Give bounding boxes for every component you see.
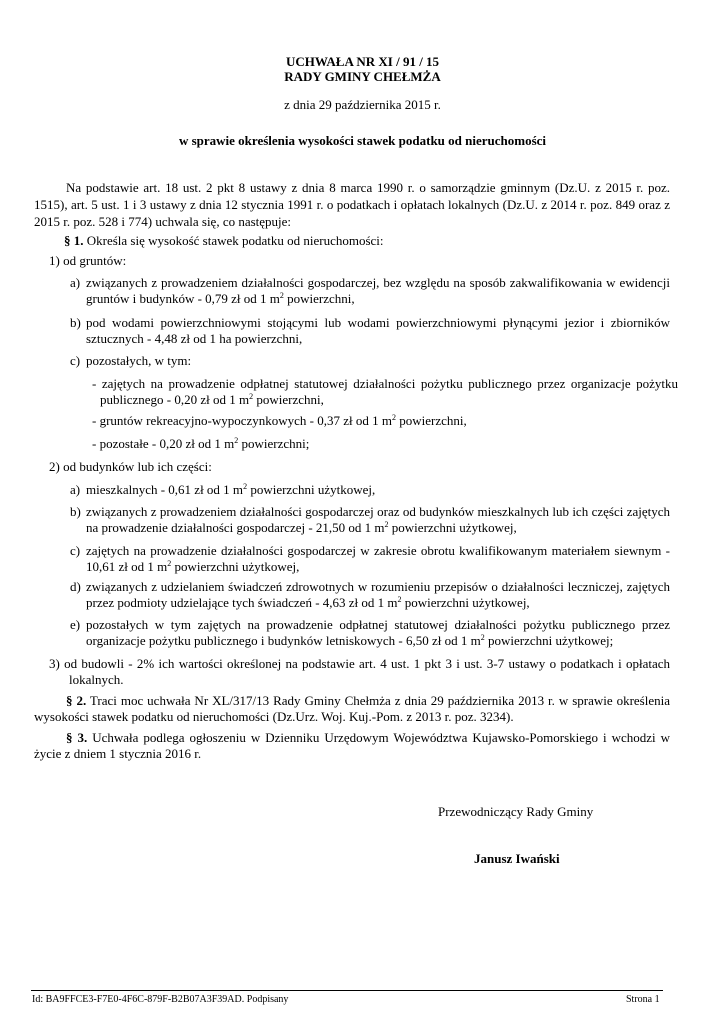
item-2c-mark: c) (70, 543, 81, 558)
signature-name: Janusz Iwański (474, 851, 560, 866)
paragraph-1 (64, 233, 384, 249)
paragraph-3-mark: § 3. (66, 730, 88, 745)
footer-page-number: Strona 1 (626, 994, 660, 1005)
resolution-subject: w sprawie określenia wysokości stawek podatku od nieruchomości (178, 133, 547, 148)
item-1c-2-sup: 2 (392, 413, 396, 422)
paragraph-3-text: Uchwała podlega ogłoszeniu w Dzienniku Urzędowym Województwa Kujawsko-Pomorskiego i wchodzi w życie z dniem 1 stycznia 2016 r. (34, 730, 670, 761)
item-1c-3-sup: 2 (234, 436, 239, 445)
item-1c-mark: c) (70, 353, 81, 368)
footer-rule (31, 990, 663, 991)
item-2c-tail: powierzchni użytkowej, (171, 559, 300, 574)
item-1-label: 1) od gruntów: (49, 253, 127, 268)
item-2d-tail: powierzchni użytkowej, (401, 595, 530, 610)
item-1c-3 (92, 436, 309, 452)
item-2e-text: pozostałych w tym zajętych na prowadzenie odpłatnej statutowej działalności pożytku publicznego przez organizacje pożytku publicznego i budynków letniskowych - 6,50 zł od 1 m (86, 617, 670, 648)
item-2c (86, 543, 670, 575)
signature-role: Przewodniczący Rady Gminy (438, 804, 594, 819)
item-1c-2-tail: powierzchni, (396, 413, 467, 428)
item-2a-mark: a) (70, 482, 81, 497)
paragraph-1-mark: § 1. (64, 233, 84, 248)
item-2e-tail: powierzchni użytkowej; (484, 633, 614, 648)
item-2c-sup: 2 (167, 559, 172, 568)
paragraph-2-mark: § 2. (66, 693, 87, 708)
item-2a-text: mieszkalnych - 0,61 zł od 1 m (86, 482, 244, 497)
item-1a-tail: powierzchni, (283, 291, 355, 306)
item-2b (86, 504, 670, 536)
item-1c-1-tail: powierzchni, (253, 392, 324, 407)
resolution-date: z dnia 29 października 2015 r. (284, 97, 441, 112)
item-1c-1-sup: 2 (249, 392, 254, 401)
item-2b-mark: b) (70, 504, 81, 519)
item-2a (86, 482, 375, 498)
item-1c-3-tail: powierzchni; (238, 436, 310, 451)
item-2c-text: zajętych na prowadzenie działalności gospodarczej w zakresie obrotu kwalifikowanym materiałem siewnym - 10,61 zł od 1 m (86, 543, 670, 574)
item-2d (86, 579, 670, 611)
item-2a-tail: powierzchni użytkowej, (247, 482, 376, 497)
item-2b-sup: 2 (384, 520, 389, 529)
item-1a-text: związanych z prowadzeniem działalności gospodarczej, bez względu na sposób zakwalifikowania w ewidencji gruntów i budynków - 0,79 zł od 1 m (86, 275, 670, 306)
paragraph-2 (34, 693, 670, 725)
item-2-label: 2) od budynków lub ich części: (49, 459, 212, 474)
item-2b-text: związanych z prowadzeniem działalności gospodarczej oraz od budynków mieszkalnych lub ich części zajętych na prowadzenie działalności gospodarczej - 21,50 od 1 m (86, 504, 670, 535)
paragraph-2-text: Traci moc uchwała Nr XL/317/13 Rady Gminy Chełmża z dnia 29 października 2013 r. w sprawie określenia wysokości stawek podatku od nieruchomości (Dz.Urz. Woj. Kuj.-Pom. z 2013 r. poz. 3234). (34, 693, 670, 724)
item-1b-mark: b) (70, 315, 81, 330)
item-2a-sup: 2 (243, 482, 248, 491)
preamble: Na podstawie art. 18 ust. 2 pkt 8 ustawy z dnia 8 marca 1990 r. o samorządzie gminnym (Dz.U. z 2015 r. poz. 1515), art. 5 ust. 1 i 3 ustawy z dnia 12 stycznia 1991 r. o podatkach i opłatach lokalnych (Dz.U. z 2014 r. poz. 849 oraz z 2015 r. poz. 528 i 774) uchwala się, co następuje: (34, 180, 670, 229)
item-3-text: 3) od budowli - 2% ich wartości określonej na podstawie art. 4 ust. 1 pkt 3 i ust. 3-7 ustawy o podatkach i opłatach lokalnych. (49, 656, 670, 687)
footer-id: Id: BA9FFCE3-F7E0-4F6C-879F-B2B07A3F39AD. Podpisany (32, 994, 289, 1005)
item-1c-2-text: - gruntów rekreacyjno-wypoczynkowych - 0,37 zł od 1 m (92, 413, 392, 428)
item-1c-3-text: - pozostałe - 0,20 zł od 1 m (92, 436, 235, 451)
item-1b-text: pod wodami powierzchniowymi stojącymi lub wodami powierzchniowymi płynącymi jezior i zbiorników sztucznych - 4,48 zł od 1 ha powierzchni, (86, 315, 670, 346)
item-2e-sup: 2 (480, 633, 485, 642)
item-1a (86, 275, 670, 307)
item-1a-mark: a) (70, 275, 81, 290)
council-name: RADY GMINY CHEŁMŻA (284, 69, 441, 84)
item-1c-text: pozostałych, w tym: (86, 353, 192, 368)
item-1c-1 (92, 376, 678, 408)
item-2e (86, 617, 670, 649)
item-1c-1-text: - zajętych na prowadzenie odpłatnej statutowej działalności pożytku publicznego przez organizacje pożytku publicznego - 0,20 zł od 1 m (92, 376, 678, 407)
item-2d-text: związanych z udzielaniem świadczeń zdrowotnych w rozumieniu przepisów o działalności leczniczej, zajętych przez podmioty udzielające tych świadczeń - 4,63 zł od 1 m (86, 579, 670, 610)
paragraph-1-text: Określa się wysokość stawek podatku od nieruchomości: (86, 233, 384, 248)
item-2d-sup: 2 (397, 595, 402, 604)
item-1c-2 (92, 413, 467, 429)
item-2d-mark: d) (70, 579, 81, 594)
item-2b-tail: powierzchni użytkowej, (388, 520, 517, 535)
paragraph-3 (34, 730, 670, 762)
resolution-title: UCHWAŁA NR XI / 91 / 15 (285, 54, 440, 69)
item-1a-sup: 2 (279, 291, 284, 300)
item-2e-mark: e) (70, 617, 81, 632)
